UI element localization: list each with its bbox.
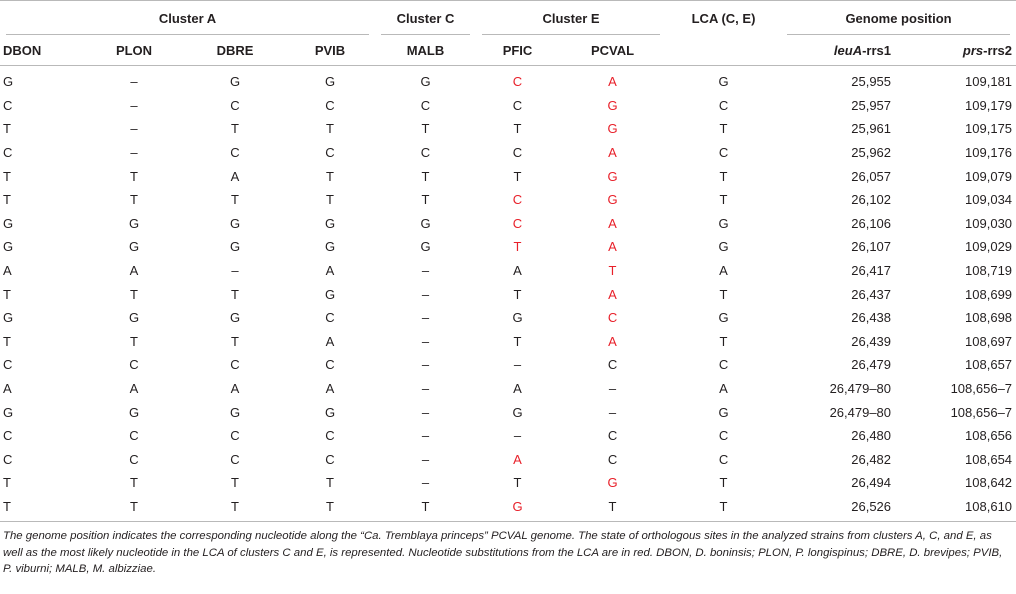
cell-dbon: A xyxy=(3,263,12,279)
cell-plon: A xyxy=(129,263,139,279)
table-row xyxy=(0,353,1016,377)
cell-dbon: C xyxy=(3,428,13,444)
cell-prs-pos: 109,181 xyxy=(965,74,1013,90)
table-row xyxy=(0,448,1016,472)
cell-prs-pos: 109,034 xyxy=(965,192,1013,208)
cell-pfic: C xyxy=(512,97,523,113)
cell-malb: – xyxy=(421,475,430,491)
cell-pcval: G xyxy=(607,192,618,208)
cell-malb: – xyxy=(421,263,430,279)
cell-prs-pos: 108,656–7 xyxy=(950,381,1013,397)
cell-plon: – xyxy=(130,97,138,113)
cell-pcval: A xyxy=(608,145,617,161)
cell-pcval: G xyxy=(607,97,618,113)
cell-dbon: T xyxy=(3,286,11,302)
cell-leua-pos: 25,955 xyxy=(851,74,892,90)
cell-dbre: A xyxy=(230,168,240,184)
cell-pfic: – xyxy=(513,357,522,373)
cell-lca: C xyxy=(718,428,729,444)
cell-pfic: T xyxy=(513,121,522,137)
table-row xyxy=(0,235,1016,259)
cell-lca: T xyxy=(719,333,728,349)
table-row xyxy=(0,377,1016,401)
cell-pvib: G xyxy=(324,215,336,231)
cell-plon: G xyxy=(128,310,140,326)
cell-malb: T xyxy=(375,495,476,522)
table-row xyxy=(0,141,1016,165)
cell-pvib: G xyxy=(324,74,336,90)
cell-malb: – xyxy=(421,333,430,349)
cell-malb: – xyxy=(421,310,430,326)
cell-prs-pos: 108,654 xyxy=(965,451,1013,467)
cell-prs-pos: 109,175 xyxy=(965,121,1013,137)
cell-dbre: G xyxy=(229,310,241,326)
cell-leua-pos: 26,437 xyxy=(851,286,892,302)
cell-dbon: T xyxy=(3,192,11,208)
cell-pfic: C xyxy=(512,74,523,90)
cell-dbre: G xyxy=(229,404,241,420)
cell-malb: C xyxy=(420,145,431,161)
col-prs-rrs2 xyxy=(901,35,1016,66)
cell-plon: A xyxy=(129,381,139,397)
cell-pcval: A xyxy=(608,286,617,302)
col-plon: PLON xyxy=(83,35,185,66)
cell-leua-pos: 26,057 xyxy=(851,168,892,184)
cell-dbre: C xyxy=(230,428,240,444)
cell-pfic: T xyxy=(513,475,522,491)
cell-plon: T xyxy=(83,495,185,522)
table-row xyxy=(0,259,1016,283)
cell-leua-pos: 26,482 xyxy=(851,451,892,467)
cell-pvib: C xyxy=(325,451,335,467)
cell-leua-pos: 26,480 xyxy=(851,428,892,444)
cell-plon: – xyxy=(130,121,138,137)
cell-dbre: G xyxy=(229,74,241,90)
cell-lca: G xyxy=(718,310,729,326)
cell-lca: C xyxy=(718,97,729,113)
cell-leua-pos: 26,439 xyxy=(851,333,892,349)
cell-dbre: C xyxy=(230,145,240,161)
cell-pcval: A xyxy=(608,333,617,349)
cell-dbon: G xyxy=(3,239,14,255)
cell-plon: G xyxy=(128,239,140,255)
group-cluster-c: Cluster C xyxy=(375,1,476,36)
cell-lca: G xyxy=(718,239,729,255)
table-row xyxy=(0,94,1016,118)
cell-lca: T xyxy=(719,286,728,302)
cell-pvib: A xyxy=(325,381,335,397)
cell-prs-pos: 109,030 xyxy=(965,215,1013,231)
cell-pvib: C xyxy=(325,145,335,161)
cell-malb: C xyxy=(420,97,431,113)
col-prs-gene: prs xyxy=(962,42,984,58)
cell-pcval: C xyxy=(607,310,618,326)
cell-lca: T xyxy=(719,475,728,491)
cell-pcval: C xyxy=(607,428,618,444)
col-leua-gene: leuA xyxy=(833,42,863,58)
cell-pfic: C xyxy=(512,192,523,208)
cell-dbon: T xyxy=(0,495,83,522)
cell-pfic: G xyxy=(512,310,523,326)
cell-pcval: A xyxy=(608,74,617,90)
cell-pvib: T xyxy=(326,121,334,137)
cell-leua-pos: 26,479–80 xyxy=(829,381,892,397)
cell-dbon: C xyxy=(3,97,13,113)
cell-pcval: T xyxy=(559,495,666,522)
cell-pvib: G xyxy=(324,404,336,420)
cell-plon: T xyxy=(130,192,138,208)
cell-pcval: G xyxy=(607,168,618,184)
cell-malb: G xyxy=(420,239,431,255)
table-row xyxy=(0,471,1016,495)
cell-malb: G xyxy=(420,74,431,90)
table-row xyxy=(0,306,1016,330)
cell-pfic: A xyxy=(513,381,522,397)
group-cluster-a: Cluster A xyxy=(0,1,375,36)
cell-lca: T xyxy=(666,495,781,522)
col-leua-rrs1 xyxy=(781,35,901,66)
cell-pvib: T xyxy=(285,495,375,522)
cell-pvib: T xyxy=(326,475,334,491)
cell-dbon: C xyxy=(3,357,13,373)
cell-prs-pos: 108,698 xyxy=(965,310,1013,326)
cell-pvib: T xyxy=(326,192,334,208)
cell-malb: – xyxy=(421,381,430,397)
cell-malb: – xyxy=(421,404,430,420)
cell-leua-pos: 26,102 xyxy=(851,192,892,208)
group-cluster-e: Cluster E xyxy=(476,1,666,36)
table-row xyxy=(0,330,1016,354)
cell-malb: T xyxy=(421,168,430,184)
cell-prs-pos: 108,697 xyxy=(965,333,1013,349)
col-pvib: PVIB xyxy=(285,35,375,66)
cell-plon: C xyxy=(129,428,139,444)
cell-lca: C xyxy=(718,451,729,467)
table-row xyxy=(0,495,1016,522)
cell-dbon: T xyxy=(3,475,11,491)
cell-pfic: C xyxy=(512,145,523,161)
cell-malb: T xyxy=(421,121,430,137)
cell-plon: T xyxy=(130,286,138,302)
table-row xyxy=(0,164,1016,188)
cell-dbre: T xyxy=(231,286,239,302)
cell-malb: G xyxy=(420,215,431,231)
cell-pfic: – xyxy=(513,428,522,444)
cell-malb: – xyxy=(421,357,430,373)
cell-leua-pos: 26,494 xyxy=(851,475,892,491)
cell-dbre: G xyxy=(229,215,241,231)
col-pcval: PCVAL xyxy=(559,35,666,66)
cell-prs-pos: 109,176 xyxy=(965,145,1013,161)
cell-dbon: T xyxy=(3,168,11,184)
col-lca-blank xyxy=(666,35,781,66)
table-body xyxy=(0,66,1016,522)
cell-dbre: G xyxy=(229,239,241,255)
cell-dbre: T xyxy=(231,475,239,491)
cell-dbre: A xyxy=(230,381,240,397)
table-row xyxy=(0,188,1016,212)
cell-plon: T xyxy=(130,168,138,184)
table-row xyxy=(0,400,1016,424)
col-leua-suffix: -rrs1 xyxy=(862,42,892,58)
cell-lca: T xyxy=(719,192,728,208)
cell-dbre: T xyxy=(231,121,239,137)
cell-plon: C xyxy=(129,451,139,467)
cell-pcval: – xyxy=(608,404,617,420)
cell-leua-pos: 26,479 xyxy=(851,357,892,373)
cell-leua-pos: 26,107 xyxy=(851,239,892,255)
table-row xyxy=(0,282,1016,306)
group-header-row xyxy=(0,1,1016,36)
cell-leua-pos: 26,479–80 xyxy=(829,404,892,420)
cell-pcval: – xyxy=(608,381,617,397)
cell-malb: T xyxy=(421,192,430,208)
cell-prs-pos: 108,642 xyxy=(965,475,1013,491)
cell-leua-pos: 25,961 xyxy=(851,121,892,137)
column-header-row xyxy=(0,35,1016,66)
group-lca: LCA (C, E) xyxy=(666,1,781,36)
cell-leua-pos: 26,526 xyxy=(781,495,901,522)
cell-pcval: A xyxy=(608,239,617,255)
cell-pvib: A xyxy=(325,333,335,349)
cell-pcval: G xyxy=(607,475,618,491)
col-prs-suffix: -rrs2 xyxy=(983,42,1013,58)
cell-plon: T xyxy=(130,333,138,349)
cell-dbon: A xyxy=(3,381,12,397)
cell-malb: – xyxy=(421,286,430,302)
cell-pcval: C xyxy=(607,451,618,467)
col-dbon: DBON xyxy=(0,35,83,66)
cell-pfic: A xyxy=(513,451,522,467)
cell-lca: A xyxy=(719,263,728,279)
cell-lca: G xyxy=(718,215,729,231)
cell-dbon: T xyxy=(3,333,11,349)
cell-dbre: T xyxy=(231,192,239,208)
col-pfic: PFIC xyxy=(476,35,559,66)
cell-dbon: G xyxy=(3,215,14,231)
cell-pfic: G xyxy=(512,404,523,420)
cell-dbon: C xyxy=(3,451,13,467)
cell-dbon: T xyxy=(3,121,11,137)
cell-leua-pos: 25,957 xyxy=(851,97,892,113)
cell-dbre: C xyxy=(230,97,240,113)
cell-pvib: T xyxy=(326,168,334,184)
cell-pfic: A xyxy=(513,263,522,279)
table-footnote: The genome position indicates the corresponding nucleotide along the “Ca. Tremblaya princeps” PCVAL genome. The state of orthologous sites in the analyzed strains from clusters A, C, and E, as well as the most likely nucleotide in the LCA of clusters C and E, is represented. Nucleotide substitutions from the LCA are in red. DBON, D. boninsis; PLON, P. longispinus; DBRE, D. brevipes; PVIB, P. viburni; MALB, M. albizziae. xyxy=(3,530,1003,576)
cell-pfic: G xyxy=(476,495,559,522)
cell-lca: T xyxy=(719,168,728,184)
cell-pfic: T xyxy=(513,168,522,184)
cell-pfic: T xyxy=(513,239,522,255)
cell-pfic: T xyxy=(513,333,522,349)
cell-prs-pos: 108,699 xyxy=(965,286,1013,302)
cell-pvib: C xyxy=(325,310,335,326)
cell-pvib: G xyxy=(324,286,336,302)
cell-prs-pos: 108,656 xyxy=(965,428,1013,444)
cell-malb: – xyxy=(421,428,430,444)
cell-plon: C xyxy=(129,357,139,373)
cell-pcval: T xyxy=(608,263,617,279)
cell-dbre: – xyxy=(231,263,239,279)
cell-lca: T xyxy=(719,121,728,137)
cell-prs-pos: 108,610 xyxy=(901,495,1016,522)
cell-plon: G xyxy=(128,215,140,231)
cell-pvib: G xyxy=(324,239,336,255)
cell-leua-pos: 26,417 xyxy=(851,263,892,279)
cell-pfic: T xyxy=(513,286,522,302)
cell-dbre: C xyxy=(230,357,240,373)
table-row xyxy=(0,117,1016,141)
cell-leua-pos: 25,962 xyxy=(851,145,892,161)
cell-pcval: A xyxy=(608,215,617,231)
cell-lca: C xyxy=(718,357,729,373)
cell-dbon: G xyxy=(3,310,14,326)
cell-pvib: C xyxy=(325,97,335,113)
table-row xyxy=(0,212,1016,236)
cell-plon: – xyxy=(130,145,138,161)
cell-pcval: G xyxy=(607,121,618,137)
cell-prs-pos: 109,179 xyxy=(965,97,1013,113)
cell-dbon: G xyxy=(3,404,14,420)
cell-leua-pos: 26,106 xyxy=(851,215,892,231)
cell-prs-pos: 109,079 xyxy=(965,168,1013,184)
cell-pvib: A xyxy=(325,263,335,279)
cell-pvib: C xyxy=(325,357,335,373)
cell-pvib: C xyxy=(325,428,335,444)
cell-pcval: C xyxy=(607,357,618,373)
cell-prs-pos: 108,656–7 xyxy=(950,404,1013,420)
cell-plon: G xyxy=(128,404,140,420)
group-genome-position: Genome position xyxy=(781,1,1016,36)
cell-pfic: C xyxy=(512,215,523,231)
cell-prs-pos: 108,657 xyxy=(965,357,1013,373)
table-row xyxy=(0,424,1016,448)
cell-plon: – xyxy=(130,74,138,90)
cell-dbre: T xyxy=(185,495,285,522)
cell-lca: G xyxy=(718,74,729,90)
table-row xyxy=(0,66,1016,94)
cell-malb: – xyxy=(421,451,430,467)
cell-dbre: C xyxy=(230,451,240,467)
cell-plon: T xyxy=(130,475,138,491)
cell-lca: C xyxy=(718,145,729,161)
col-dbre: DBRE xyxy=(185,35,285,66)
cell-prs-pos: 108,719 xyxy=(965,263,1013,279)
cell-dbre: T xyxy=(231,333,239,349)
cell-dbon: C xyxy=(3,145,13,161)
cell-leua-pos: 26,438 xyxy=(851,310,892,326)
cell-prs-pos: 109,029 xyxy=(965,239,1013,255)
cell-lca: G xyxy=(718,404,729,420)
cell-lca: A xyxy=(719,381,728,397)
col-malb: MALB xyxy=(375,35,476,66)
cell-dbon: G xyxy=(3,74,14,90)
